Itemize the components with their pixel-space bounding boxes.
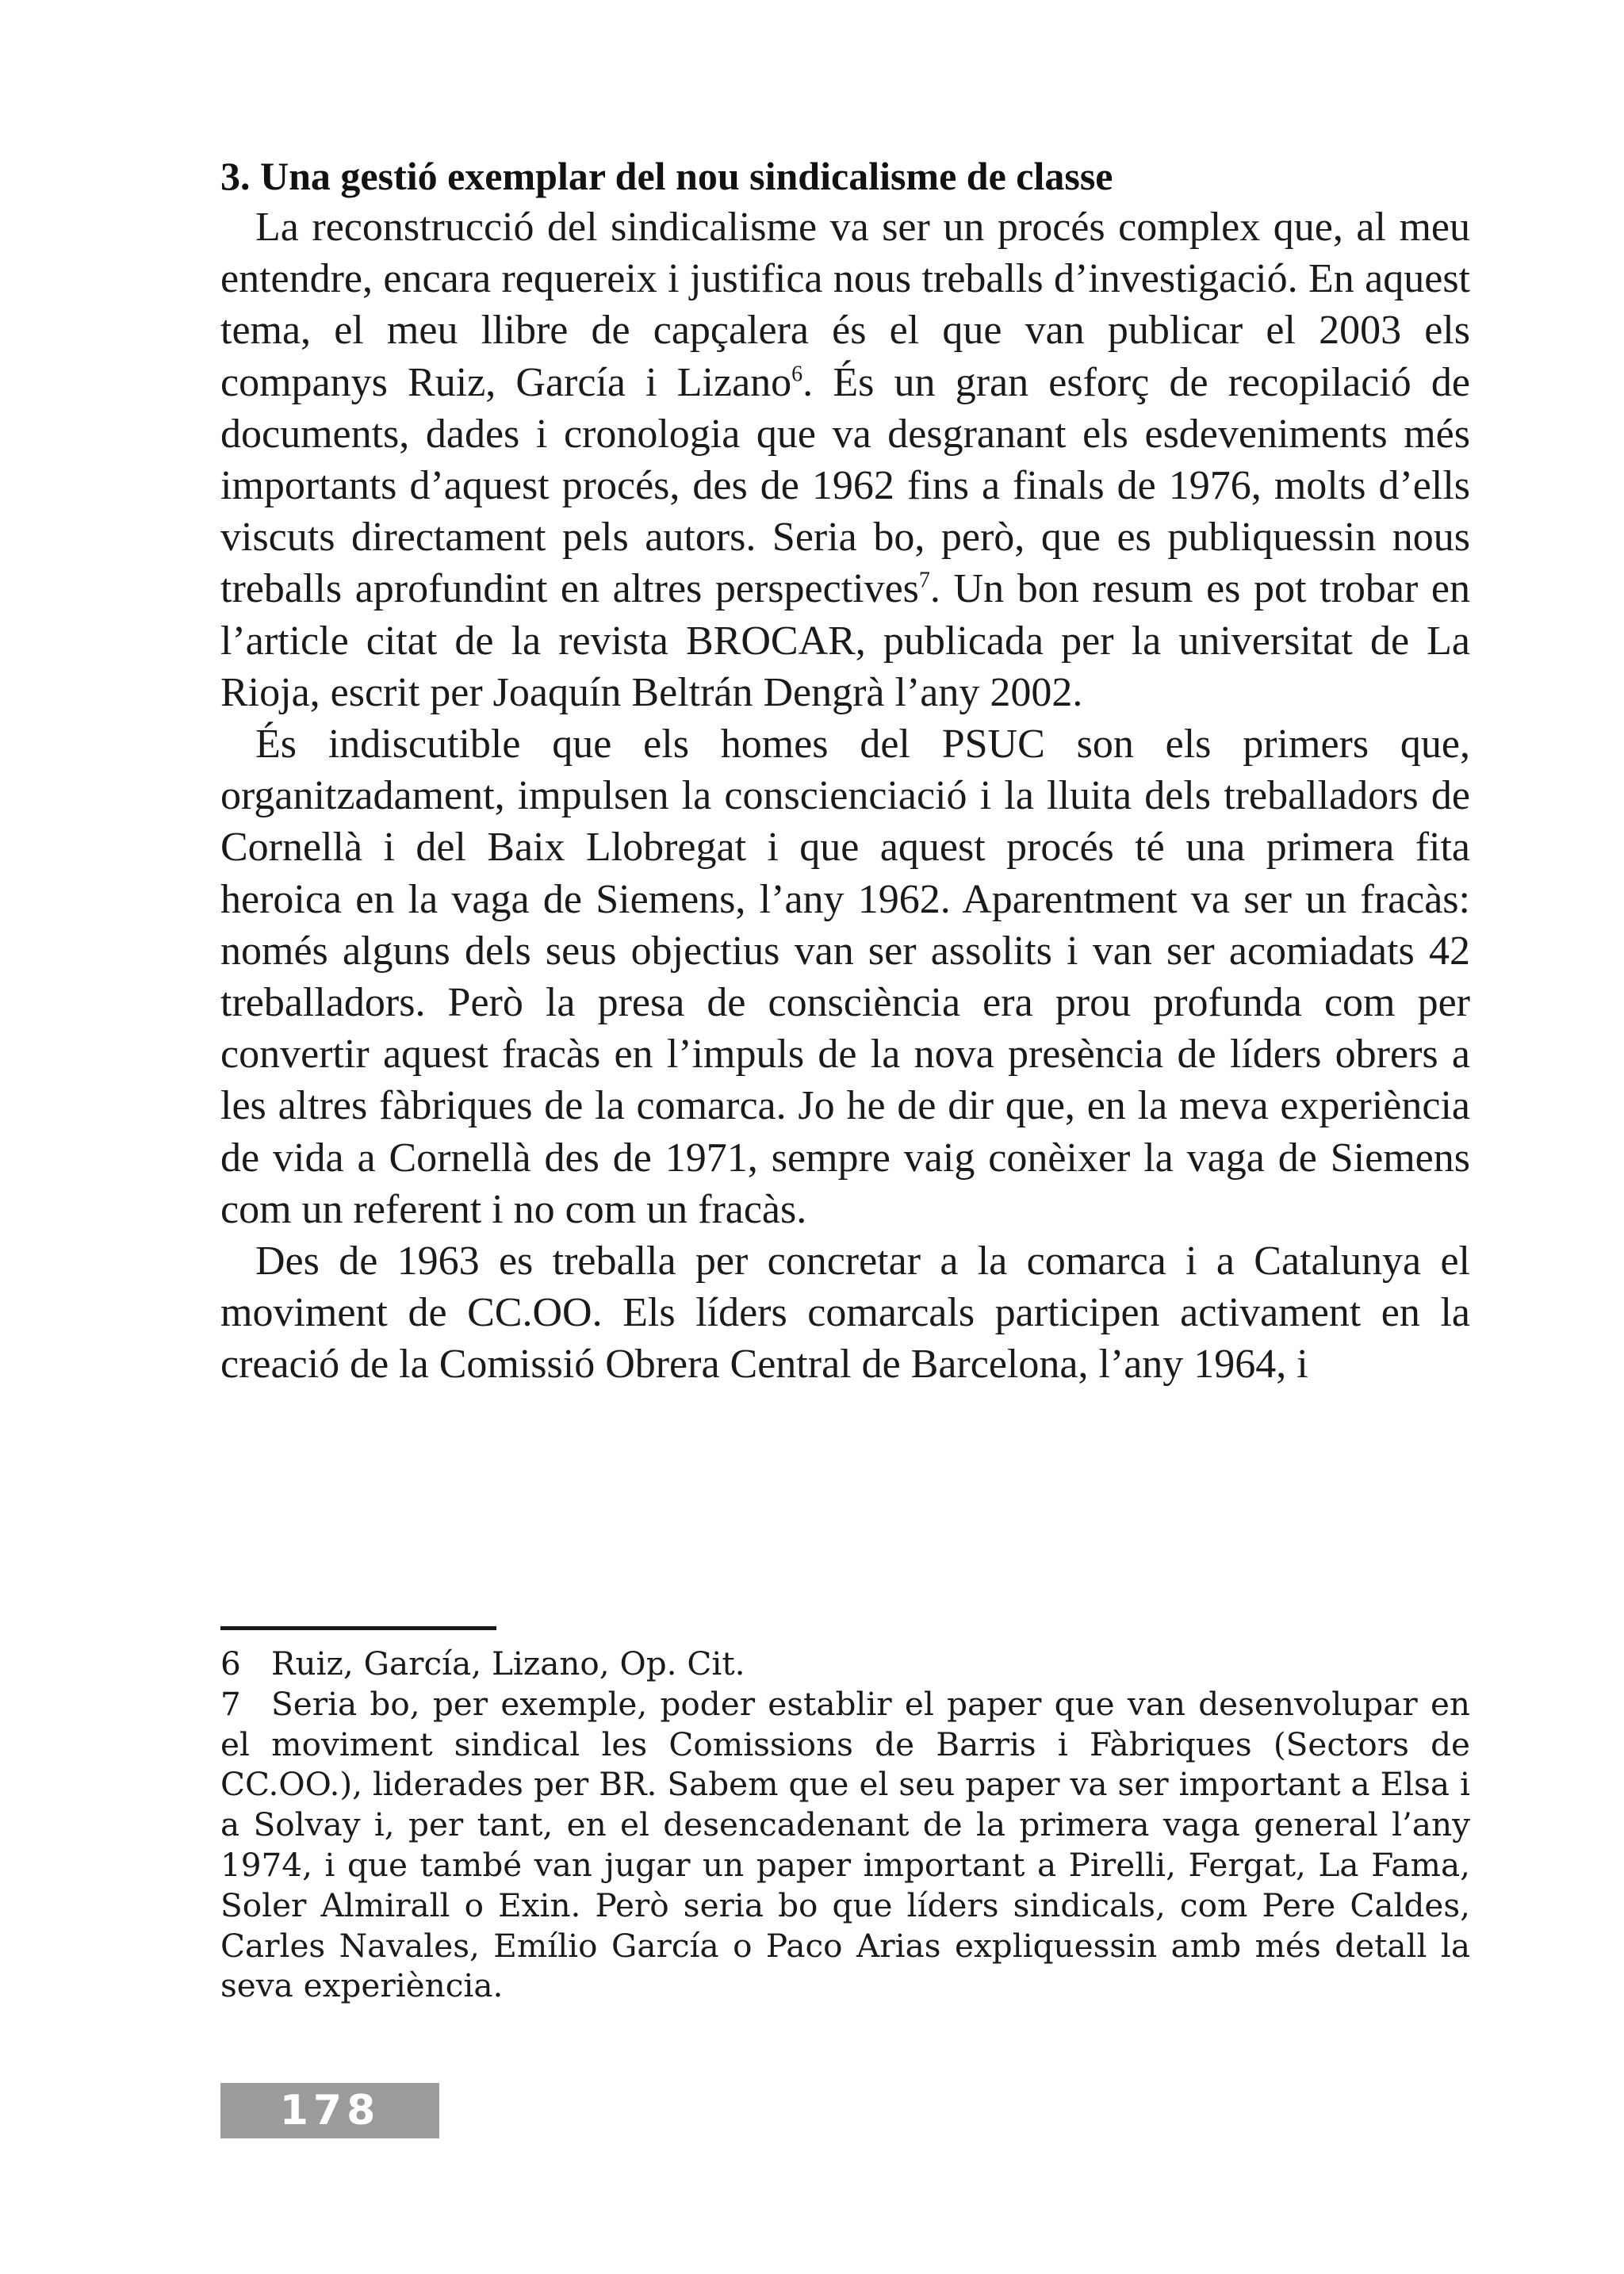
footnote-ref[interactable]: 7 xyxy=(918,568,930,594)
body-text xyxy=(220,201,1470,1391)
footnote-text: Ruiz, García, Lizano, Op. Cit. xyxy=(271,1644,745,1683)
paragraph xyxy=(220,201,1470,718)
footnote-separator xyxy=(220,1626,496,1630)
paragraph-text: . Un bon resum es pot trobar en l’article citat de la revista BROCAR, publicada per la universitat de La Rioja, escrit per Joaquín Beltrán Dengrà l’any 2002. xyxy=(220,566,1470,715)
footnote-ref[interactable]: 6 xyxy=(791,362,803,387)
section-heading: 3. Una gestió exemplar del nou sindicalisme de classe xyxy=(220,154,1113,198)
paragraph-text: . És un gran esforç de recopilació de documents, dades i cronologia que va desgranant els esdeveniments més importants d’aquest procés, des de 1962 fins a finals de 1976, molts d’ells viscuts directament pels autors. Seria bo, però, que es publiquessin nous treballs aprofundint en altres perspectives xyxy=(220,359,1470,612)
footnote-number: 6 xyxy=(220,1644,241,1683)
paragraph: És indiscutible que els homes del PSUC son els primers que, organitzadament, impulsen la conscienciació i la lluita dels treballadors de Cornellà i del Baix Llobregat i que aquest procés té una primera fita heroica en la vaga de Siemens, l’any 1962. Aparentment va ser un fracàs: només alguns dels seus objectius van ser assolits i van ser acomiadats 42 treballadors. Però la presa de consciència era prou profunda com per convertir aquest fracàs en l’impuls de la nova presència de líders obrers a les altres fàbriques de la comarca. Jo he de dir que, en la meva experiència de vida a Cornellà des de 1971, sempre vaig conèixer la vaga de Siemens com un referent i no com un fracàs. xyxy=(220,722,1470,1232)
footnote xyxy=(220,1644,1470,1684)
page-number: 178 xyxy=(220,2083,439,2138)
footnote-text: Seria bo, per exemple, poder establir el paper que van desenvolupar en el moviment sindical les Comissions de Barris i Fàbriques (Sectors de CC.OO.), liderades per BR. Sabem que el seu paper va ser important a Elsa i a Solvay i, per tant, en el desencadenant de la primera vaga general l’any 1974, i que també van jugar un paper important a Pirelli, Fergat, La Fama, Soler Almirall o Exin. Però seria bo que líders sindicals, com Pere Caldes, Carles Navales, Emílio García o Paco Arias expliquessin amb més detall la seva experiència. xyxy=(220,1684,1470,2005)
paragraph-text: La reconstrucció del sindicalisme va ser un procés complex que, al meu entendre, encara requereix i justifica nous treballs d’investigació. En aquest tema, el meu llibre de capçalera és el que van publicar el 2003 els companys Ruiz, García i Lizano xyxy=(220,205,1470,405)
paragraph: Des de 1963 es treballa per concretar a la comarca i a Catalunya el moviment de CC.OO. Els líders comarcals participen activament en la creació de la Comissió Obrera Central de Barcelona, l’any 1964, i xyxy=(220,1238,1470,1388)
footnotes xyxy=(220,1644,1470,2006)
page-body xyxy=(220,152,1470,1391)
footnote-number: 7 xyxy=(220,1684,241,1723)
footnote xyxy=(220,1684,1470,2006)
